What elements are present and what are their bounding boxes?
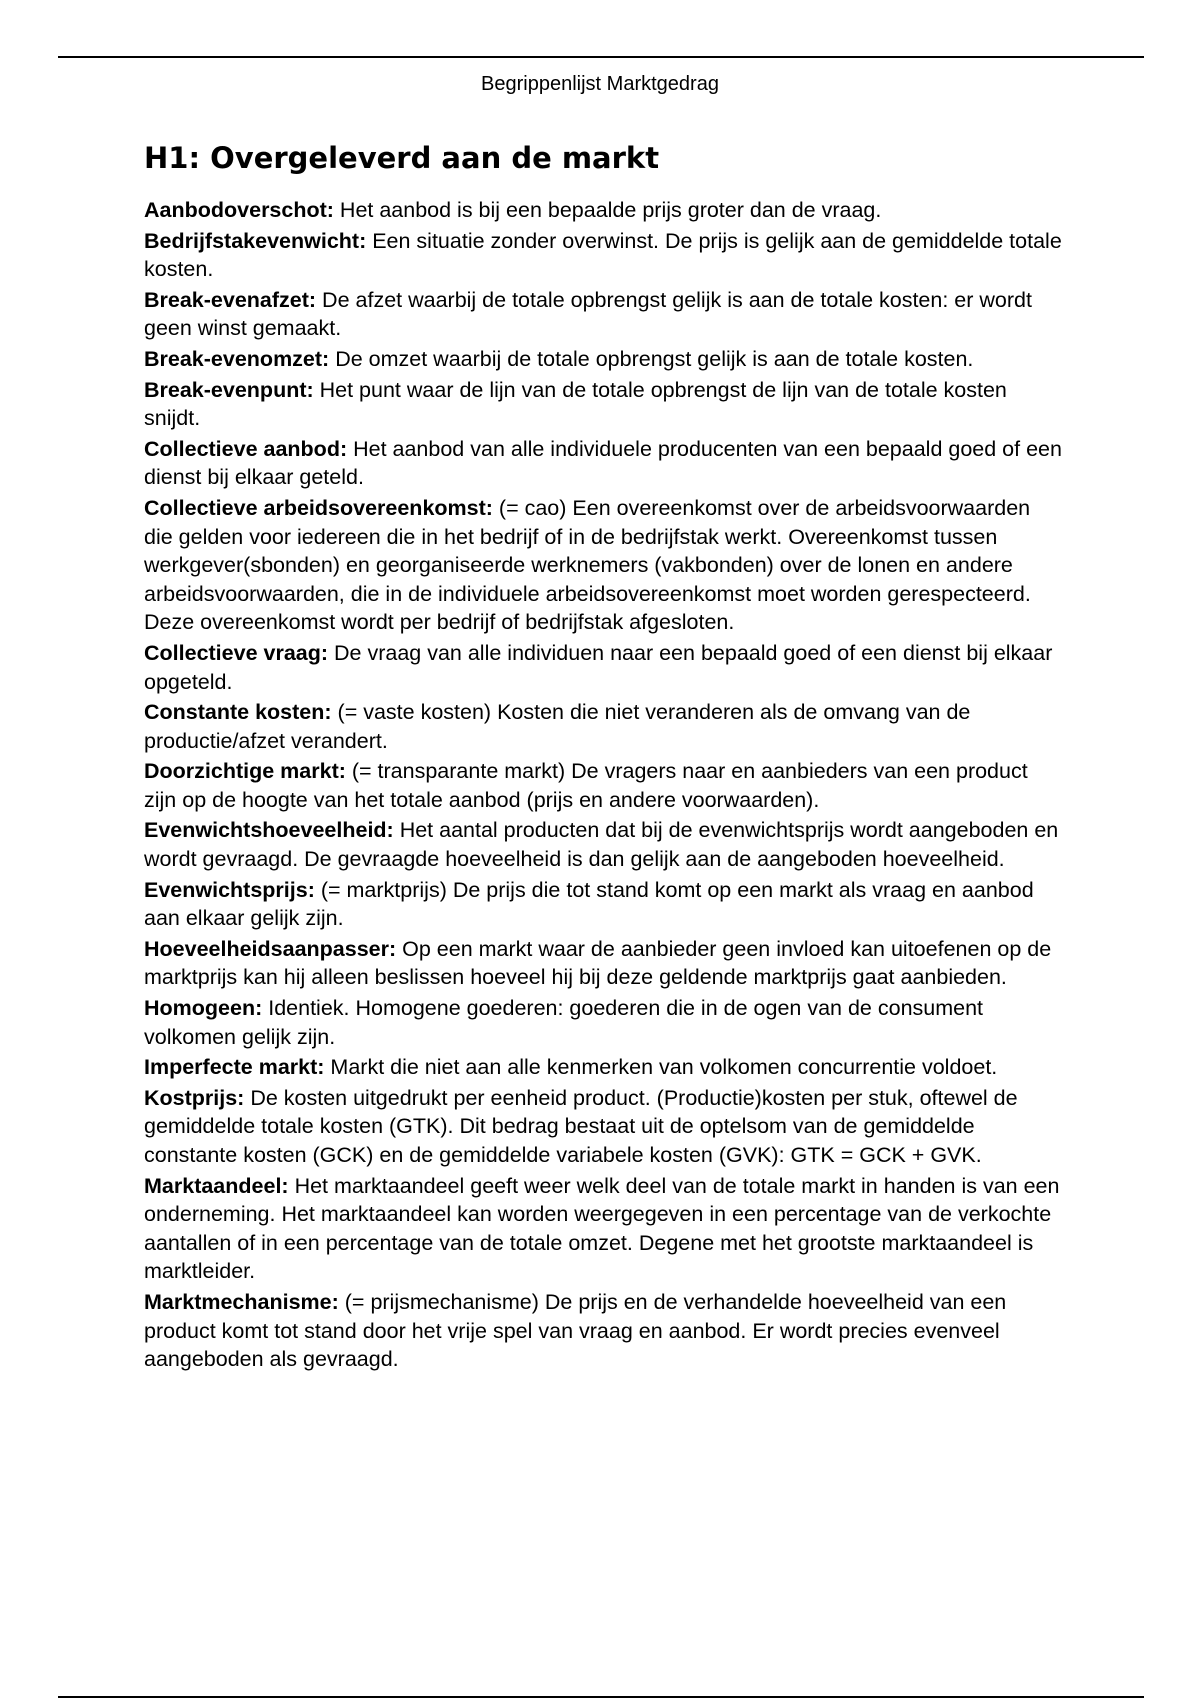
glossary-entry [144, 994, 1064, 1051]
glossary-term: Break-evenpunt: [144, 377, 314, 402]
glossary-entry [144, 494, 1064, 637]
footer-rule [58, 1696, 1144, 1698]
glossary-entry [144, 1172, 1064, 1286]
glossary-definition: (= vaste kosten) Kosten die niet veranderen als de omvang van de productie/afzet verandert. [144, 700, 971, 753]
glossary-term: Break-evenafzet: [144, 287, 317, 312]
glossary-definition: De vraag van alle individuen naar een bepaald goed of een dienst bij elkaar opgeteld. [144, 640, 1053, 694]
glossary-definition: Het aanbod van alle individuele producenten van een bepaald goed of een dienst bij elkaar geteld. [144, 436, 1062, 490]
glossary-term: Doorzichtige markt: [144, 759, 346, 784]
glossary-entry [144, 1084, 1064, 1170]
glossary-term: Collectieve vraag: [144, 640, 329, 665]
glossary-definition: Het punt waar de lijn van de totale opbrengst de lijn van de totale kosten snijdt. [144, 377, 1007, 431]
glossary-definition: Markt die niet aan alle kenmerken van volkomen concurrentie voldoet. [324, 1055, 998, 1080]
glossary-definition: Op een markt waar de aanbieder geen invloed kan uitoefenen op de marktprijs kan hij alleen beslissen hoeveel hij bij deze geldende marktprijs gaat aanbieden. [144, 936, 1052, 990]
glossary-term: Constante kosten: [144, 700, 332, 725]
glossary-definition: Het aanbod is bij een bepaalde prijs groter dan de vraag. [333, 198, 882, 222]
glossary-definition: De kosten uitgedrukt per eenheid product. (Productie)kosten per stuk, oftewel de gemiddelde totale kosten (GTK). Dit bedrag bestaat uit de optelsom van de gemiddelde constante kosten (GCK) en de gemiddelde variabele kosten (GVK): GTK = GCK + GVK. [144, 1085, 1018, 1167]
glossary-term: Collectieve aanbod: [144, 436, 348, 461]
glossary-definition: (= transparante markt) De vragers naar en aanbieders van een product zijn op de hoogte van het totale aanbod (prijs en andere voorwaarden). [144, 759, 1028, 812]
glossary-definition: (= prijsmechanisme) De prijs en de verhandelde hoeveelheid van een product komt tot stand door het vrije spel van vraag en aanbod. Er wordt precies evenveel aangeboden als gevraagd. [144, 1289, 1007, 1372]
glossary-entry [144, 345, 1064, 374]
glossary-entry [144, 227, 1064, 284]
page-header-title: Begrippenlijst Marktgedrag [481, 73, 719, 95]
glossary-entry [144, 376, 1064, 433]
glossary-entry [144, 1288, 1064, 1374]
glossary-definition: Het aantal producten dat bij de evenwichtsprijs wordt aangeboden en wordt gevraagd. De gevraagde hoeveelheid is dan gelijk aan de aangeboden hoeveelheid. [144, 818, 1059, 872]
glossary-entry [144, 876, 1064, 933]
glossary-term: Kostprijs: [144, 1085, 245, 1110]
glossary-entry [144, 698, 1064, 755]
glossary-definition: De omzet waarbij de totale opbrengst gelijk is aan de totale kosten. [329, 346, 974, 371]
glossary-term: Evenwichtshoeveelheid: [144, 818, 394, 843]
glossary-entry [144, 196, 1064, 225]
glossary-term: Aanbodoverschot: [144, 198, 334, 222]
glossary-entry [144, 935, 1064, 992]
glossary-entry [144, 757, 1064, 814]
glossary-term: Imperfecte markt: [144, 1055, 325, 1080]
glossary-term: Marktmechanisme: [144, 1289, 339, 1314]
glossary-definition: Identiek. Homogene goederen: goederen die in de ogen van de consument volkomen gelijk zijn. [144, 996, 984, 1049]
glossary-term: Evenwichtsprijs: [144, 877, 315, 902]
glossary-entry [144, 435, 1064, 492]
glossary-entry [144, 1053, 1064, 1082]
glossary-term: Collectieve arbeidsovereenkomst: [144, 495, 493, 520]
glossary-entry [144, 286, 1064, 343]
glossary-definition: Een situatie zonder overwinst. De prijs is gelijk aan de gemiddelde totale kosten. [144, 228, 1062, 282]
glossary-entry [144, 816, 1064, 873]
glossary-term: Marktaandeel: [144, 1173, 289, 1198]
glossary-term: Hoeveelheidsaanpasser: [144, 936, 397, 961]
glossary-list [144, 196, 1064, 1376]
glossary-entry [144, 639, 1064, 696]
glossary-definition: Het marktaandeel geeft weer welk deel van de totale markt in handen is van een onderneming. Het marktaandeel kan worden weergegeven in een percentage van de verkochte aantallen of in een percentage van de totale omzet. Degene met het grootste marktaandeel is marktleider. [144, 1173, 1060, 1284]
section-heading: H1: Overgeleverd aan de markt [144, 141, 660, 175]
glossary-term: Bedrijfstakevenwicht: [144, 228, 367, 253]
glossary-definition: (= cao) Een overeenkomst over de arbeidsvoorwaarden die gelden voor iedereen die in het bedrijf of in de bedrijfstak werkt. Overeenkomst tussen werkgever(sbonden) en georganiseerde werknemers (vakbonden) over de lonen en andere arbeidsvoorwaarden, die in de individuele arbeidsovereenkomst moet worden gerespecteerd. Deze overeenkomst wordt per bedrijf of bedrijfstak afgesloten. [144, 495, 1031, 635]
glossary-definition: De afzet waarbij de totale opbrengst gelijk is aan de totale kosten: er wordt geen winst gemaakt. [144, 287, 1032, 341]
glossary-term: Homogeen: [144, 996, 263, 1021]
glossary-definition: (= marktprijs) De prijs die tot stand komt op een markt als vraag en aanbod aan elkaar gelijk zijn. [144, 877, 1034, 931]
glossary-term: Break-evenomzet: [144, 346, 330, 371]
header-rule [58, 56, 1144, 58]
